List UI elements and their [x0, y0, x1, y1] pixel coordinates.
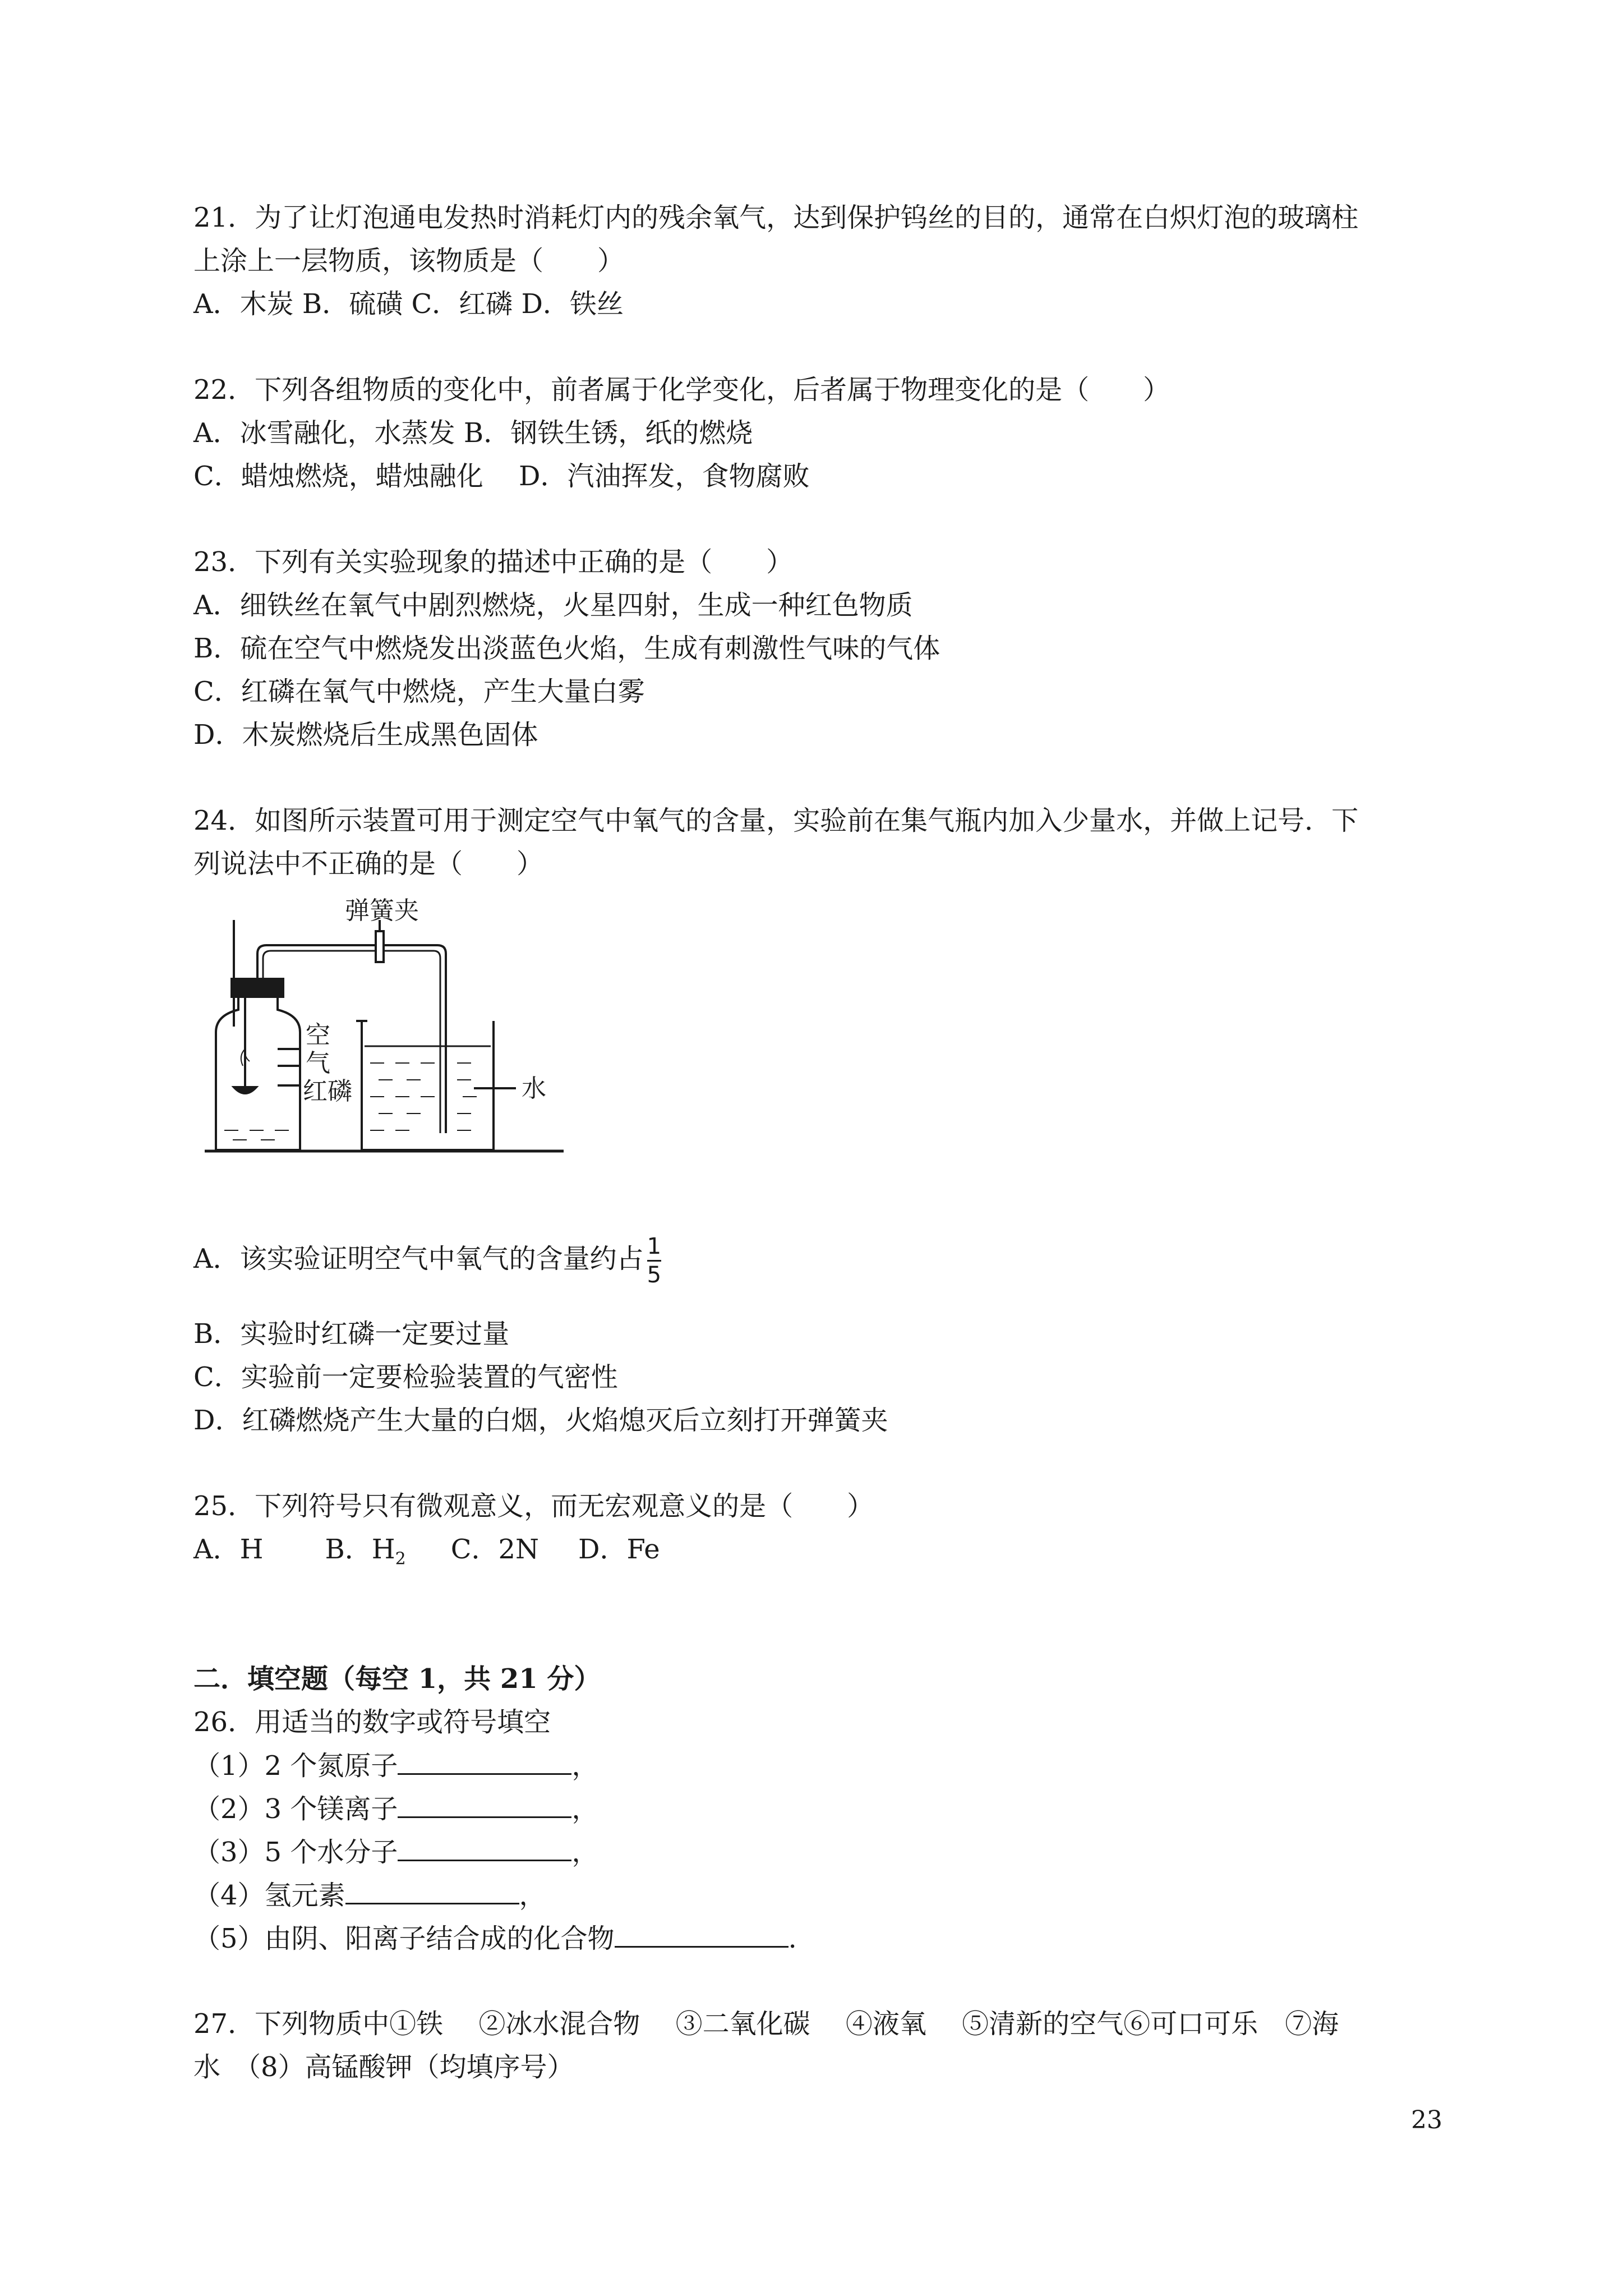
q25-option-a: A．H	[193, 1534, 264, 1565]
q24-option-c: C．实验前一定要检验装置的气密性	[193, 1361, 618, 1393]
q23-option-a: A．细铁丝在氧气中剧烈燃烧，火星四射，生成一种红色物质	[193, 590, 913, 621]
fraction-one-fifth	[647, 1234, 661, 1287]
answer-blank[interactable]	[398, 1792, 571, 1818]
q27-stem-line2: 水 （8）高锰酸钾（均填序号）	[193, 2051, 574, 2083]
q23-option-c: C．红磷在氧气中燃烧，产生大量白雾	[193, 676, 645, 707]
beaker-water	[365, 1046, 491, 1130]
label-red-phosphorus: 红磷	[303, 1077, 352, 1106]
q23-option-b: B．硫在空气中燃烧发出淡蓝色火焰，生成有刺激性气味的气体	[193, 633, 940, 664]
answer-blank[interactable]	[615, 1921, 789, 1948]
q25-stem: 25．下列符号只有微观意义，而无宏观意义的是（ ）	[193, 1490, 874, 1522]
label-air-2: 气	[306, 1049, 330, 1078]
q24-stem-line2: 列说法中不正确的是（ ）	[193, 848, 544, 880]
q21-options: A．木炭 B．硫磺 C．红磷 D．铁丝	[193, 288, 624, 320]
label-water: 水	[522, 1074, 546, 1103]
q26-item-2: （2）3 个镁离子 ，	[193, 1792, 598, 1826]
gas-bottle	[216, 996, 300, 1150]
q24-option-b: B．实验时红磷一定要过量	[193, 1318, 510, 1350]
q23-stem: 23．下列有关实验现象的描述中正确的是（ ）	[193, 546, 794, 578]
q22-options-row1: A．冰雪融化，水蒸发 B．钢铁生锈，纸的燃烧	[193, 417, 753, 449]
bottle-water	[224, 1130, 289, 1140]
q21-stem-line1: 21．为了让灯泡通电发热时消耗灯内的残余氧气，达到保护钨丝的目的，通常在白炽灯泡的玻璃柱	[193, 202, 1359, 233]
page-number: 23	[1411, 2106, 1442, 2134]
q24-option-a	[193, 1234, 661, 1287]
oxygen-experiment-diagram	[193, 898, 575, 1161]
q21-stem-line2: 上涂上一层物质，该物质是（ ）	[193, 245, 625, 277]
answer-blank[interactable]	[345, 1878, 519, 1904]
q26-item-4: （4）氢元素 ，	[193, 1878, 546, 1912]
q23-option-d: D．木炭燃烧后生成黑色固体	[193, 719, 538, 751]
section-title: 二．填空题（每空 1，共 21 分）	[193, 1663, 601, 1695]
answer-blank[interactable]	[398, 1835, 571, 1861]
q22-stem: 22．下列各组物质的变化中，前者属于化学变化，后者属于物理变化的是（ ）	[193, 374, 1170, 406]
fraction-denominator: 5	[647, 1262, 662, 1288]
spring-clip	[376, 931, 384, 962]
q22-options-row2: C．蜡烛燃烧，蜡烛融化 D．汽油挥发，食物腐败	[193, 461, 810, 492]
q26-stem: 26．用适当的数字或符号填空	[193, 1706, 551, 1738]
q25-option-b: B．$H_2$	[325, 1534, 406, 1569]
q27-stem-line1: 27．下列物质中①铁 ②冰水混合物 ③二氧化碳 ④液氧 ⑤清新的空气⑥可口可乐 ⑦海	[193, 2008, 1339, 2040]
q24-option-a-text: A．该实验证明空气中氧气的含量约占	[193, 1243, 644, 1274]
answer-blank[interactable]	[398, 1749, 571, 1775]
label-spring-clip: 弹簧夹	[345, 898, 419, 925]
q26-item-3: （3）5 个水分子 ，	[193, 1835, 598, 1869]
red-phosphorus-sample	[234, 1087, 256, 1093]
q24-stem-line1: 24．如图所示装置可用于测定空气中氧气的含量，实验前在集气瓶内加入少量水，并做上记号．下	[193, 805, 1359, 836]
q26-item-1: （1）2 个氮原子 ，	[193, 1749, 598, 1783]
label-air-1: 空	[306, 1021, 330, 1050]
q25-options	[193, 1533, 660, 1576]
q25-option-d: D．Fe	[578, 1534, 660, 1565]
q26-item-5: （5）由阴、阳离子结合成的化合物 .	[193, 1921, 797, 1955]
q24-option-d: D．红磷燃烧产生大量的白烟，火焰熄灭后立刻打开弹簧夹	[193, 1405, 888, 1436]
fraction-numerator: 1	[647, 1234, 662, 1259]
q25-option-c: C．2N	[450, 1534, 540, 1565]
bottle-stopper	[232, 979, 283, 997]
